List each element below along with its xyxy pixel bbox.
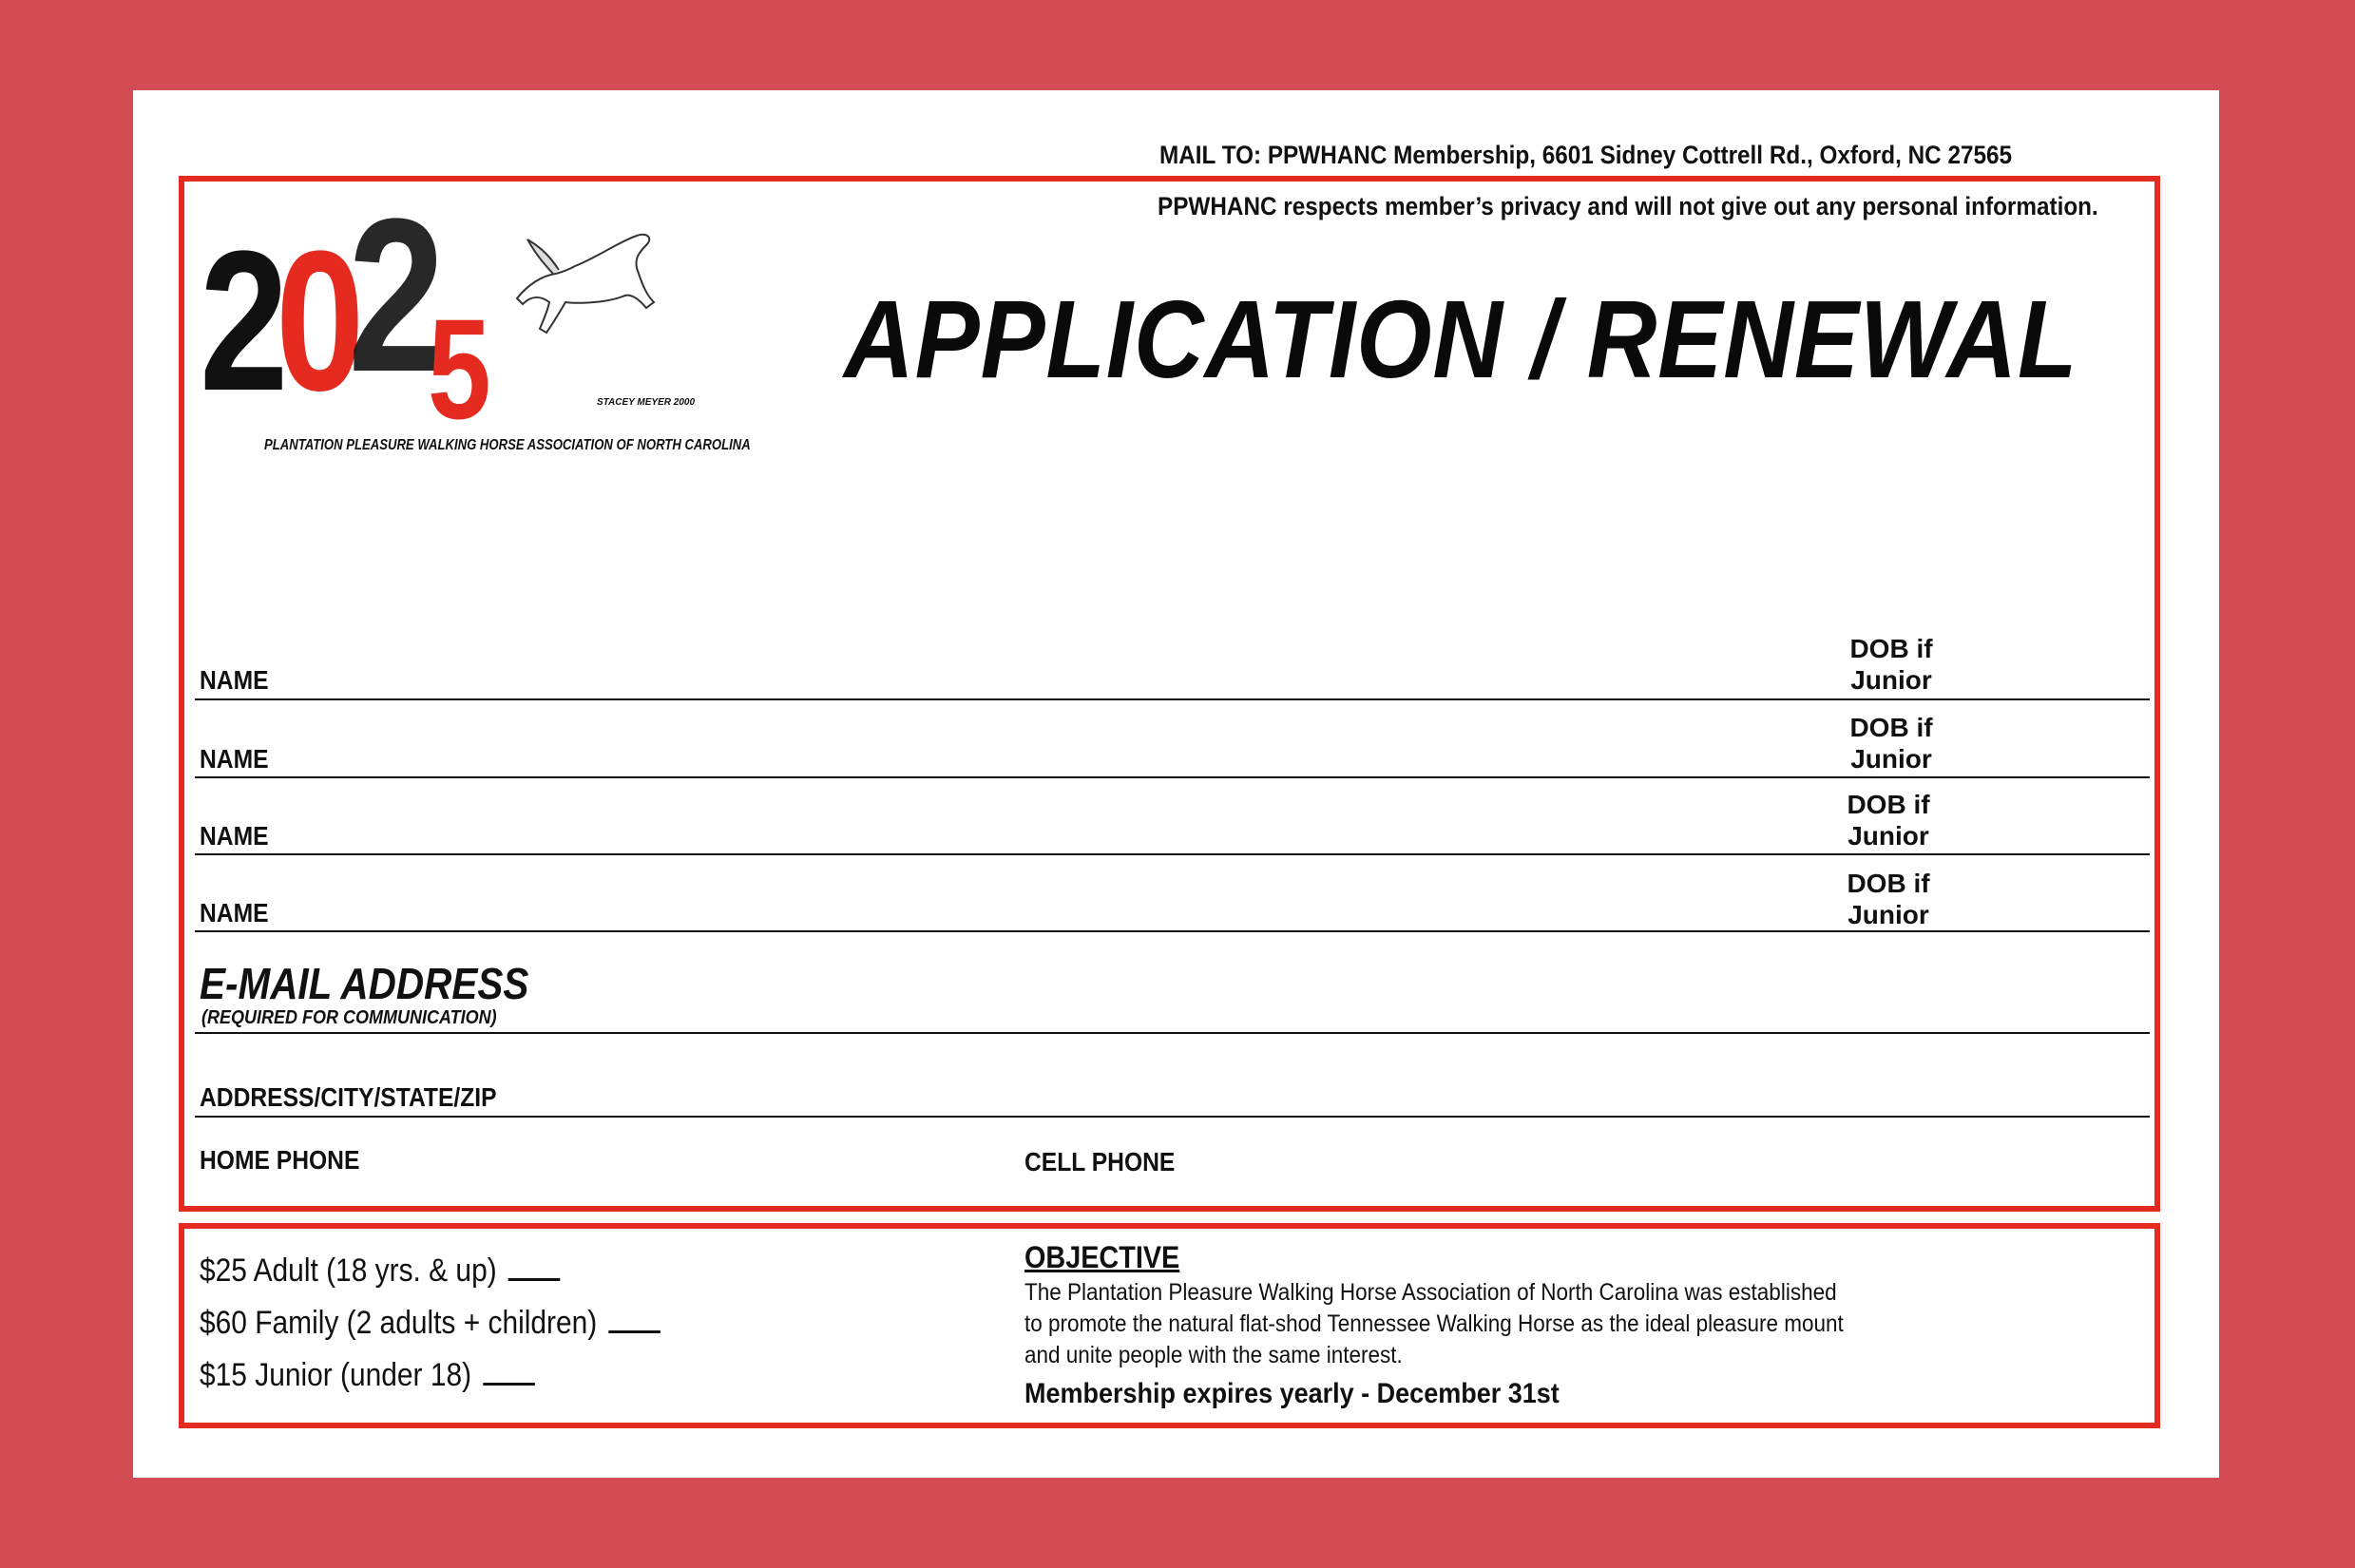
logo-year-2: 2 bbox=[200, 210, 289, 433]
fee-family-label: $60 Family (2 adults + children) bbox=[200, 1305, 598, 1341]
fee-adult-blank[interactable] bbox=[508, 1255, 561, 1281]
fee-adult-label: $25 Adult (18 yrs. & up) bbox=[200, 1252, 497, 1289]
name-label-3: NAME bbox=[200, 821, 269, 851]
logo-year-5: 5 bbox=[428, 289, 491, 449]
dob-label-4: DOB if Junior bbox=[1847, 869, 1930, 929]
address-label: ADDRESS/CITY/STATE/ZIP bbox=[200, 1082, 497, 1112]
horse-icon bbox=[517, 235, 654, 333]
page-title: APPLICATION / RENEWAL bbox=[844, 277, 2078, 401]
address-field[interactable] bbox=[195, 1116, 2150, 1118]
email-note: (REQUIRED FOR COMMUNICATION) bbox=[201, 1007, 497, 1028]
home-phone-label: HOME PHONE bbox=[200, 1145, 360, 1175]
fee-family bbox=[200, 1305, 661, 1342]
logo-year-0: 0 bbox=[276, 210, 365, 433]
objective-heading: OBJECTIVE bbox=[1024, 1240, 1180, 1274]
fee-junior bbox=[200, 1357, 535, 1394]
fee-junior-blank[interactable] bbox=[483, 1360, 535, 1386]
email-label: E-MAIL ADDRESS bbox=[200, 959, 529, 1008]
objective-text: The Plantation Pleasure Walking Horse Association of North Carolina was established to promote the natural flat-shod Tennessee Walking Horse as the ideal pleasure mount and unite people with the same interest. bbox=[1024, 1279, 1844, 1368]
name-label-2: NAME bbox=[200, 744, 269, 774]
logo-year-2b: 2 bbox=[348, 190, 446, 418]
dob-label-2: DOB if Junior bbox=[1849, 713, 1933, 774]
name-field-1[interactable] bbox=[195, 698, 2150, 700]
fee-adult bbox=[200, 1252, 561, 1290]
privacy-notice: PPWHANC respects member’s privacy and will not give out any personal information. bbox=[1158, 192, 2098, 220]
email-field[interactable] bbox=[195, 1032, 2150, 1034]
dob-label-3: DOB if Junior bbox=[1847, 790, 1930, 851]
dob-label-1: DOB if Junior bbox=[1849, 634, 1933, 695]
name-label-1: NAME bbox=[200, 665, 269, 695]
mail-to-address: MAIL TO: PPWHANC Membership, 6601 Sidney Cottrell Rd., Oxford, NC 27565 bbox=[1159, 141, 2013, 169]
logo-credit: STACEY MEYER 2000 bbox=[597, 397, 696, 408]
name-field-2[interactable] bbox=[195, 776, 2150, 778]
association-logo bbox=[200, 190, 751, 466]
cell-phone-label: CELL PHONE bbox=[1024, 1147, 1176, 1176]
name-label-4: NAME bbox=[200, 898, 269, 927]
name-field-3[interactable] bbox=[195, 853, 2150, 855]
name-field-4[interactable] bbox=[195, 930, 2150, 932]
fee-family-blank[interactable] bbox=[609, 1308, 661, 1333]
logo-caption: PLANTATION PLEASURE WALKING HORSE ASSOCIATION OF NORTH CAROLINA bbox=[264, 437, 751, 453]
membership-expires: Membership expires yearly - December 31st bbox=[1024, 1378, 1560, 1409]
fee-junior-label: $15 Junior (under 18) bbox=[200, 1357, 472, 1393]
